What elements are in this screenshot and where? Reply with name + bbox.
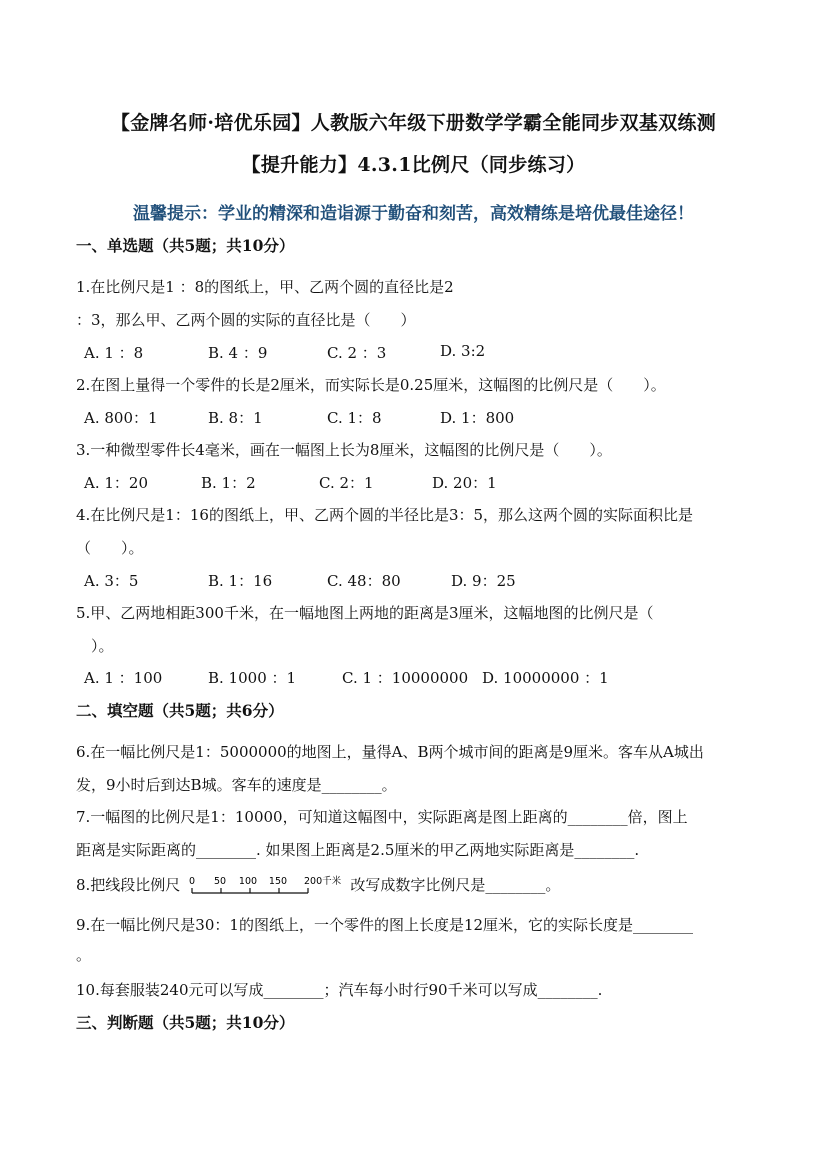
question-7-text-cont: 距离是实际距离的________. 如果图上距离是2.5厘米的甲乙两地实际距离是________.	[76, 841, 640, 859]
section-heading-single-choice: 一、单选题（共5题；共10分）	[76, 236, 295, 255]
option-a[interactable]: A. 3：5	[84, 572, 139, 590]
question-6-text: 6.在一幅比例尺是1：5000000的地图上，量得A、B两个城市间的距离是9厘米。客车从A城出	[76, 743, 704, 761]
option-a[interactable]: A. 1 ：100	[84, 669, 163, 687]
question-8-suffix: 改写成数字比例尺是________。	[350, 876, 561, 894]
option-c[interactable]: C. 2：1	[319, 474, 374, 492]
option-a[interactable]: A. 1：20	[84, 474, 148, 492]
scale-tick-label: 200千米	[304, 876, 342, 887]
document-title-line2: 【提升能力】4.3.1比例尺（同步练习）	[241, 154, 586, 176]
question-4-text-cont: （ ）。	[76, 539, 144, 557]
question-6-text-cont: 发，9小时后到达B城。客车的速度是________。	[76, 776, 397, 794]
option-b[interactable]: B. 1：16	[208, 572, 273, 590]
scale-tick-label: 50	[214, 876, 227, 887]
option-c[interactable]: C. 2 ：3	[327, 344, 387, 362]
option-b[interactable]: B. 4 ：9	[208, 344, 268, 362]
scale-tick-label: 150	[269, 876, 288, 887]
option-c[interactable]: C. 1：8	[327, 409, 382, 427]
option-d[interactable]: D. 10000000 ：1	[482, 669, 609, 687]
question-7-text: 7.一幅图的比例尺是1：10000，可知道这幅图中，实际距离是图上距离的________倍，图上	[76, 808, 688, 826]
scale-tick-label: 0	[189, 876, 196, 887]
option-a[interactable]: A. 800：1	[84, 409, 158, 427]
option-a[interactable]: A. 1 ：8	[84, 344, 144, 362]
question-8-text	[76, 874, 560, 897]
question-10-text: 10.每套服装240元可以写成________；汽车每小时行90千米可以写成________.	[76, 981, 603, 999]
option-c[interactable]: C. 48：80	[327, 572, 401, 590]
document-title-line1: 【金牌名师·培优乐园】人教版六年级下册数学学霸全能同步双基双练测	[110, 112, 717, 134]
section-heading-fill-in: 二、填空题（共5题；共6分）	[76, 701, 284, 720]
question-5-text-cont: ）。	[76, 637, 114, 655]
question-9-text: 9.在一幅比例尺是30：1的图纸上，一个零件的图上长度是12厘米，它的实际长度是________	[76, 916, 694, 934]
question-9-text-cont: 。	[76, 946, 92, 964]
question-5-text: 5.甲、乙两地相距300千米，在一幅地图上两地的距离是3厘米，这幅地图的比例尺是（	[76, 604, 654, 622]
tip-banner: 温馨提示：学业的精深和造诣源于勤奋和刻苦，高效精练是培优最佳途径！	[133, 204, 694, 224]
option-b[interactable]: B. 1000 ：1	[208, 669, 297, 687]
option-b[interactable]: B. 8：1	[208, 409, 263, 427]
line-scale-bar	[186, 875, 344, 897]
option-d[interactable]: D. 3:2	[440, 342, 486, 360]
option-d[interactable]: D. 20：1	[432, 474, 497, 492]
question-1-text: 1.在比例尺是1 ：8的图纸上，甲、乙两个圆的直径比是2	[76, 278, 454, 296]
question-3-text: 3.一种微型零件长4毫米，画在一幅图上长为8厘米，这幅图的比例尺是（ ）。	[76, 441, 612, 459]
question-2-text: 2.在图上量得一个零件的长是2厘米，而实际长是0.25厘米，这幅图的比例尺是（ ）。	[76, 376, 666, 394]
option-d[interactable]: D. 9：25	[451, 572, 516, 590]
question-8-prefix: 8.把线段比例尺	[76, 876, 181, 894]
option-b[interactable]: B. 1：2	[201, 474, 256, 492]
option-d[interactable]: D. 1：800	[440, 409, 515, 427]
question-4-text: 4.在比例尺是1：16的图纸上，甲、乙两个圆的半径比是3：5，那么这两个圆的实际面积比是	[76, 506, 694, 524]
scale-tick-label: 100	[239, 876, 258, 887]
question-1-text-cont: ：3，那么甲、乙两个圆的实际的直径比是（ ）	[76, 311, 416, 329]
option-c[interactable]: C. 1 ：10000000	[342, 669, 469, 687]
section-heading-true-false: 三、判断题（共5题；共10分）	[76, 1013, 295, 1032]
